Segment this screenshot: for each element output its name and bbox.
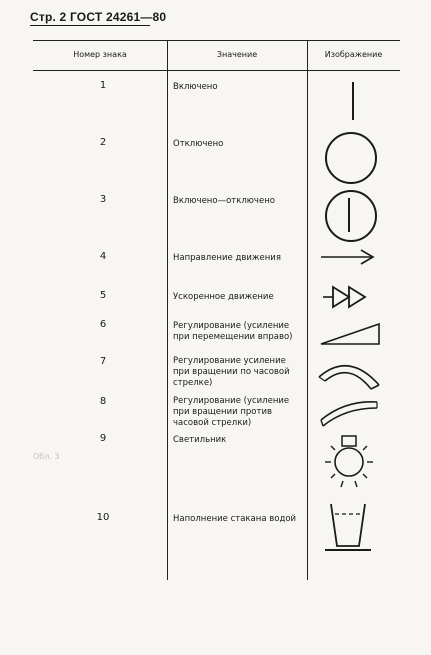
sign-meaning: Направление движения [173, 253, 281, 263]
table-header-rule [33, 70, 400, 71]
column-header-number: Номер знака [73, 50, 127, 59]
sign-number: 3 [99, 194, 107, 205]
sign-meaning: Отключено [173, 139, 224, 149]
wedge-icon [317, 320, 383, 350]
header-underline [30, 25, 150, 26]
arrow-right-icon [317, 245, 379, 269]
sign-number: 2 [99, 137, 107, 148]
column-header-image: Изображение [324, 50, 383, 59]
double-arrow-icon [319, 282, 379, 312]
vertical-line-icon [333, 78, 373, 128]
sign-meaning: Регулирование (усиление при перемещении вправо) [173, 321, 293, 342]
sign-meaning: Светильник [173, 435, 227, 445]
table-column-divider-2 [307, 40, 308, 580]
lamp-icon [317, 432, 381, 494]
page-header: Стр. 2 ГОСТ 24261—80 [30, 10, 167, 24]
glass-fill-icon [321, 498, 379, 558]
sign-number: 1 [99, 80, 107, 91]
sign-number: 7 [99, 356, 107, 367]
sign-number: 5 [99, 290, 107, 301]
sign-number: 8 [99, 396, 107, 407]
table-column-divider-1 [167, 40, 168, 580]
table-top-rule [33, 40, 400, 41]
sign-number: 9 [99, 433, 107, 444]
sign-meaning: Наполнение стакана водой [173, 514, 297, 524]
sign-meaning: Ускоренное движение [173, 292, 274, 302]
circle-with-line-icon [321, 188, 381, 246]
sign-number: 4 [99, 251, 107, 262]
margin-smudge: Обл. 3 [33, 452, 60, 461]
sign-meaning: Регулирование (усиление при вращении против часовой стрелки) [173, 396, 290, 428]
sign-meaning: Регулирование усиление при вращении по часовой стрелке) [173, 356, 290, 388]
sign-number: 10 [96, 512, 110, 523]
arc-counterclockwise-icon [315, 390, 385, 430]
symbols-table [33, 40, 400, 580]
circle-icon [321, 130, 381, 188]
arc-clockwise-icon [315, 353, 385, 393]
sign-meaning: Включено—отключено [173, 196, 275, 206]
sign-meaning: Включено [173, 82, 218, 92]
column-header-meaning: Значение [216, 50, 258, 59]
sign-number: 6 [99, 319, 107, 330]
